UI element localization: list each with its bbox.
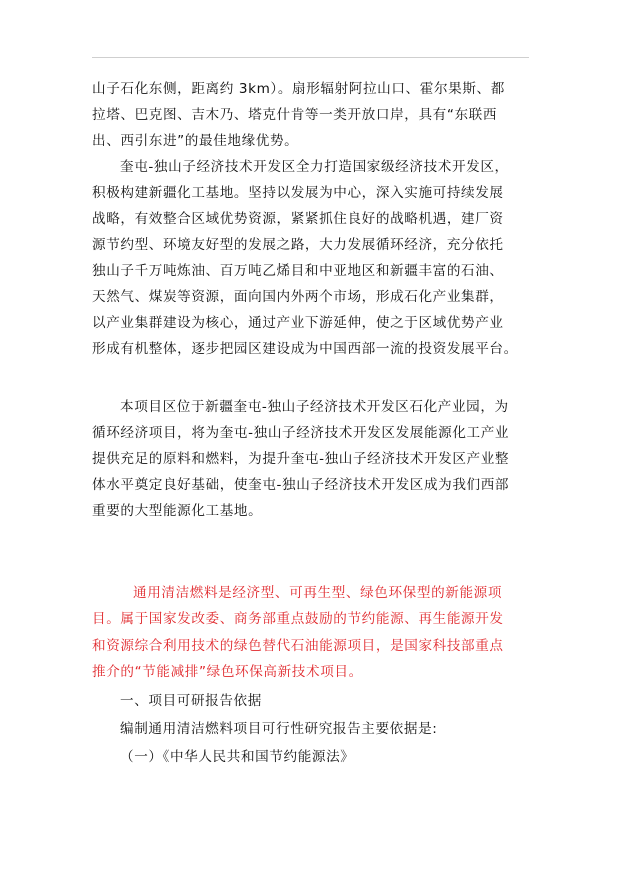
- text-line: 出、西引东进”的最佳地缘优势。: [92, 133, 299, 149]
- text-line: 战略，有效整合区域优势资源，紧紧抓住良好的战略机遇，建厂资: [92, 211, 504, 227]
- text-line: 体水平奠定良好基础，使奎屯-独山子经济技术开发区成为我们西部: [92, 477, 510, 493]
- text-line: 本项目区位于新疆奎屯-独山子经济技术开发区石化产业园，为: [120, 399, 509, 415]
- highlight-line: 通用清洁燃料是经济型、可再生型、绿色环保型的新能源项: [133, 585, 503, 601]
- text-line: 奎屯-独山子经济技术开发区全力打造国家级经济技术开发区，: [120, 159, 509, 175]
- highlight-line: 推介的“节能减排”绿色环保高新技术项目。: [92, 664, 363, 680]
- text-line: 以产业集群建设为核心，通过产业下游延伸，使之于区域优势产业: [92, 315, 504, 331]
- text-line: 积极构建新疆化工基地。坚持以发展为中心，深入实施可持续发展: [92, 185, 504, 201]
- basis-intro: 编制通用清洁燃料项目可行性研究报告主要依据是:: [120, 721, 438, 737]
- highlight-line: 和资源综合利用技术的绿色替代石油能源项目，是国家科技部重点: [92, 638, 504, 654]
- text-line: 形成有机整体，逐步把园区建设成为中国西部一流的投资发展平台。: [92, 341, 518, 357]
- section-heading: 一、项目可研报告依据: [120, 693, 262, 709]
- text-line: 循环经济项目，将为奎屯-独山子经济技术开发区发展能源化工产业: [92, 425, 510, 441]
- text-line: 提供充足的原料和燃料，为提升奎屯-独山子经济技术开发区产业整: [92, 451, 510, 467]
- header-rule: [92, 57, 529, 58]
- text-line: 独山子千万吨炼油、百万吨乙烯目和中亚地区和新疆丰富的石油、: [92, 263, 504, 279]
- basis-item: （一）《中华人民共和国节约能源法》: [120, 749, 355, 765]
- highlight-line: 目。属于国家发改委、商务部重点鼓励的节约能源、再生能源开发: [92, 611, 504, 627]
- text-line: 重要的大型能源化工基地。: [92, 503, 263, 519]
- text-line: 源节约型、环境友好型的发展之路，大力发展循环经济，充分依托: [92, 237, 504, 253]
- text-line: 天然气、煤炭等资源，面向国内外两个市场，形成石化产业集群，: [92, 289, 504, 305]
- text-line: 山子石化东侧，距离约 3km）。扇形辐射阿拉山口、霍尔果斯、都: [92, 81, 505, 97]
- text-line: 拉塔、巴克图、吉木乃、塔克什肯等一类开放口岸，具有“东联西: [92, 107, 498, 123]
